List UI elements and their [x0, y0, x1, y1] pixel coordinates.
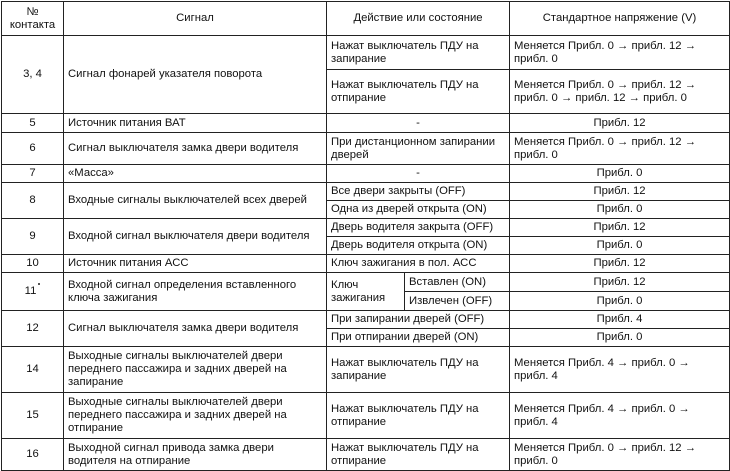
voltage-cell: Прибл. 12 [510, 183, 730, 201]
pin-cell: 16 [2, 439, 64, 471]
signal-cell: Выходные сигналы выключателей двери переднего пассажира и задних дверей на отпирание [64, 393, 327, 439]
signal-cell: Источник питания АСС [64, 255, 327, 273]
pin-cell: 12 [2, 311, 64, 347]
voltage-cell: Меняется Прибл. 0 → прибл. 12 → прибл. 0 → прибл. 12 → прибл. 0 [510, 70, 730, 114]
action-cell: При отпирании дверей (ON) [327, 329, 510, 347]
voltage-cell: Прибл. 0 [510, 329, 730, 347]
voltage-cell: Прибл. 12 [510, 219, 730, 237]
dot-mark [38, 283, 40, 285]
signal-cell: Сигнал выключателя замка двери водителя [64, 133, 327, 165]
action-cell: Нажат выключатель ПДУ на отпирание [327, 70, 510, 114]
action-cell: Все двери закрыты (OFF) [327, 183, 510, 201]
action-cell: Извлечен (OFF) [405, 292, 510, 311]
signal-cell: «Масса» [64, 165, 327, 183]
voltage-cell: Прибл. 0 [510, 165, 730, 183]
action-cell: Нажат выключатель ПДУ на отпирание [327, 393, 510, 439]
table-row [2, 114, 730, 133]
action-cell: - [327, 114, 510, 133]
voltage-cell: Меняется Прибл. 4 → прибл. 0 → прибл. 4 [510, 393, 730, 439]
table-row [2, 311, 730, 329]
pin-cell: 8 [2, 183, 64, 219]
table-row [2, 273, 730, 292]
pin-voltage-table [1, 1, 730, 471]
signal-cell: Сигнал фонарей указателя поворота [64, 36, 327, 114]
header-action: Действие или состояние [327, 2, 510, 36]
pin-cell: 5 [2, 114, 64, 133]
action-cell: Нажат выключатель ПДУ на запирание [327, 36, 510, 70]
voltage-cell: Меняется Прибл. 0 → прибл. 12 → прибл. 0 [510, 36, 730, 70]
table-row [2, 393, 730, 439]
pin-cell: 10 [2, 255, 64, 273]
pin-cell: 9 [2, 219, 64, 255]
table-row [2, 183, 730, 201]
table-row [2, 165, 730, 183]
header-row [2, 2, 730, 36]
pin-cell: 7 [2, 165, 64, 183]
key-cell: Ключ зажигания [327, 273, 405, 311]
signal-cell: Выходные сигналы выключателей двери переднего пассажира и задних дверей на запирание [64, 347, 327, 393]
action-cell: Нажат выключатель ПДУ на запирание [327, 347, 510, 393]
voltage-cell: Прибл. 0 [510, 201, 730, 219]
table-row [2, 36, 730, 70]
pin-cell: 15 [2, 393, 64, 439]
action-cell: Ключ зажигания в пол. АСС [327, 255, 510, 273]
action-cell: Нажат выключатель ПДУ на отпирание [327, 439, 510, 471]
signal-cell: Входной сигнал выключателя двери водителя [64, 219, 327, 255]
voltage-cell: Прибл. 12 [510, 255, 730, 273]
voltage-cell: Меняется Прибл. 0 → прибл. 12 → прибл. 0 [510, 439, 730, 471]
pin-cell: 3, 4 [2, 36, 64, 114]
action-cell: Вставлен (ON) [405, 273, 510, 292]
signal-cell: Выходной сигнал привода замка двери водителя на отпирание [64, 439, 327, 471]
voltage-cell: Прибл. 0 [510, 237, 730, 255]
pin-cell [2, 273, 64, 311]
header-signal: Сигнал [64, 2, 327, 36]
header-voltage: Стандартное напряжение (V) [510, 2, 730, 36]
voltage-cell: Прибл. 0 [510, 292, 730, 311]
table-row [2, 347, 730, 393]
action-cell: Дверь водителя открыта (ON) [327, 237, 510, 255]
voltage-cell: Меняется Прибл. 4 → прибл. 0 → прибл. 4 [510, 347, 730, 393]
voltage-cell: Меняется Прибл. 0 → прибл. 12 → прибл. 0 [510, 133, 730, 165]
voltage-cell: Прибл. 12 [510, 114, 730, 133]
action-cell: При запирании дверей (OFF) [327, 311, 510, 329]
action-cell: Дверь водителя закрыта (OFF) [327, 219, 510, 237]
header-pin: № контакта [2, 2, 64, 36]
voltage-cell: Прибл. 4 [510, 311, 730, 329]
signal-cell: Входной сигнал определения вставленного ключа зажигания [64, 273, 327, 311]
action-cell: - [327, 165, 510, 183]
action-cell: При дистанционном запирании дверей [327, 133, 510, 165]
signal-cell: Входные сигналы выключателей всех дверей [64, 183, 327, 219]
signal-cell: Сигнал выключателя замка двери водителя [64, 311, 327, 347]
table-row [2, 255, 730, 273]
signal-cell: Источник питания ВАТ [64, 114, 327, 133]
pin-cell: 14 [2, 347, 64, 393]
action-cell: Одна из дверей открыта (ON) [327, 201, 510, 219]
voltage-cell: Прибл. 12 [510, 273, 730, 292]
pin-number: 11 [24, 285, 37, 297]
table-row [2, 439, 730, 471]
table-row [2, 219, 730, 237]
table-row [2, 133, 730, 165]
pin-cell: 6 [2, 133, 64, 165]
